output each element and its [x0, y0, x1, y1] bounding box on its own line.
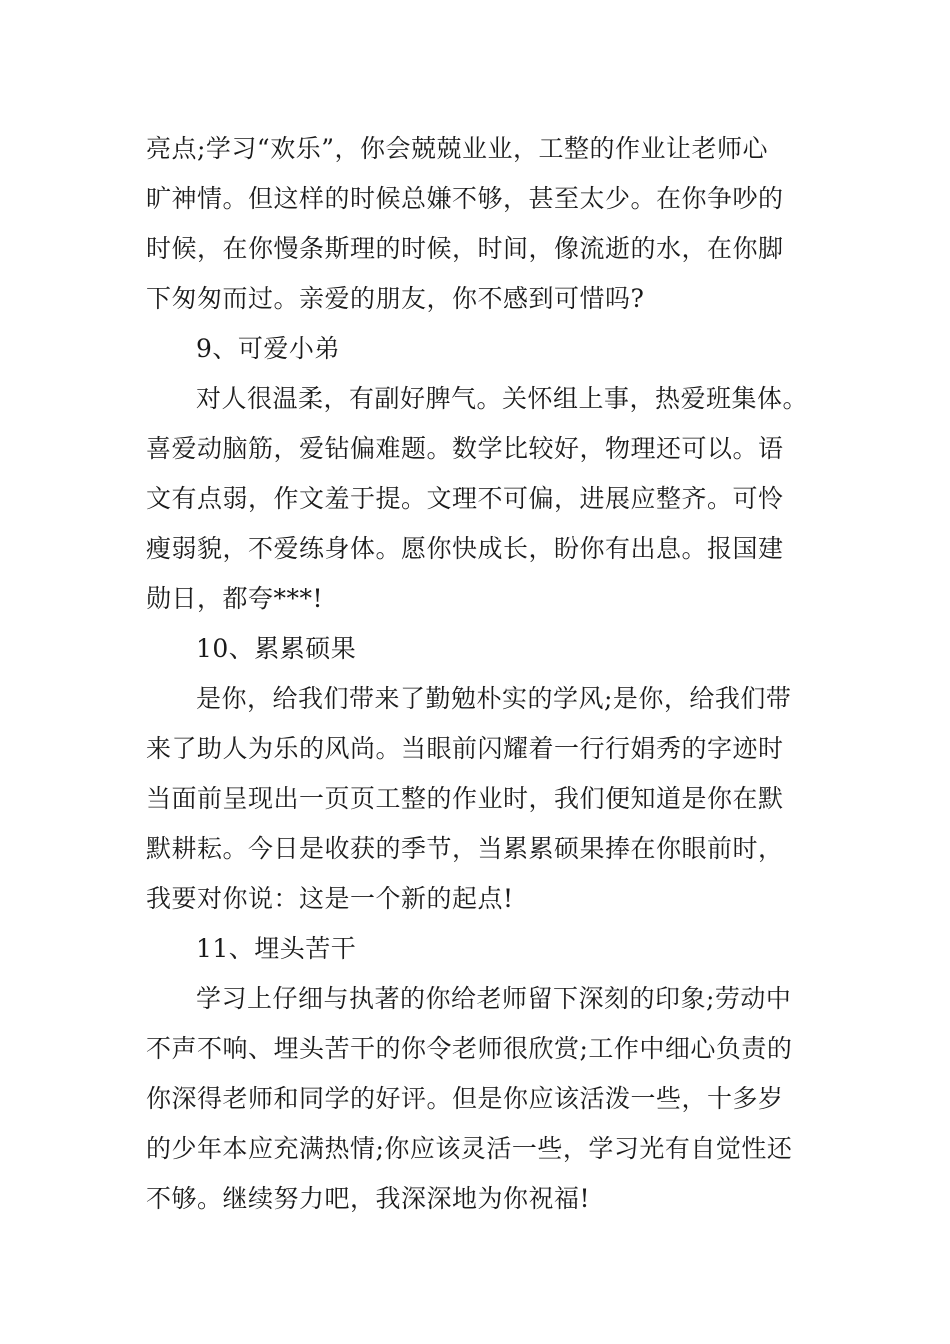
paragraph-line: 喜爱动脑筋，爱钻偏难题。数学比较好，物理还可以。语: [146, 434, 784, 463]
paragraph-line: 你深得老师和同学的好评。但是你应该活泼一些，十多岁: [146, 1084, 784, 1113]
paragraph-line: 时候，在你慢条斯理的时候，时间，像流逝的水，在你脚: [146, 234, 784, 263]
paragraph-line: 我要对你说：这是一个新的起点!: [146, 884, 514, 913]
paragraph-line: 下匆匆而过。亲爱的朋友，你不感到可惜吗?: [146, 284, 645, 313]
paragraph-line: 学习上仔细与执著的你给老师留下深刻的印象;劳动中: [196, 984, 792, 1013]
paragraph-line: 不够。继续努力吧，我深深地为你祝福!: [146, 1184, 591, 1213]
paragraph-line: 对人很温柔，有副好脾气。关怀组上事，热爱班集体。: [196, 384, 809, 413]
paragraph-line: 亮点;学习“欢乐”，你会兢兢业业，工整的作业让老师心: [146, 134, 768, 163]
section-heading: 11、埋头苦干: [196, 934, 357, 963]
paragraph-line: 是你，给我们带来了勤勉朴实的学风;是你，给我们带: [196, 684, 792, 713]
paragraph-line: 勋日，都夸***!: [146, 584, 324, 613]
paragraph-line: 文有点弱，作文羞于提。文理不可偏，进展应整齐。可怜: [146, 484, 784, 513]
section-heading: 10、累累硕果: [196, 634, 357, 663]
paragraph-line: 不声不响、埋头苦干的你令老师很欣赏;工作中细心负责的: [146, 1034, 793, 1063]
paragraph-line: 来了助人为乐的风尚。当眼前闪耀着一行行娟秀的字迹时: [146, 734, 784, 763]
section-heading: 9、可爱小弟: [196, 334, 340, 363]
paragraph-line: 的少年本应充满热情;你应该灵活一些，学习光有自觉性还: [146, 1134, 793, 1163]
paragraph-line: 瘦弱貌，不爱练身体。愿你快成长，盼你有出息。报国建: [146, 534, 784, 563]
paragraph-line: 当面前呈现出一页页工整的作业时，我们便知道是你在默: [146, 784, 784, 813]
paragraph-line: 默耕耘。今日是收获的季节，当累累硕果捧在你眼前时，: [146, 834, 784, 863]
paragraph-line: 旷神情。但这样的时候总嫌不够，甚至太少。在你争吵的: [146, 184, 784, 213]
